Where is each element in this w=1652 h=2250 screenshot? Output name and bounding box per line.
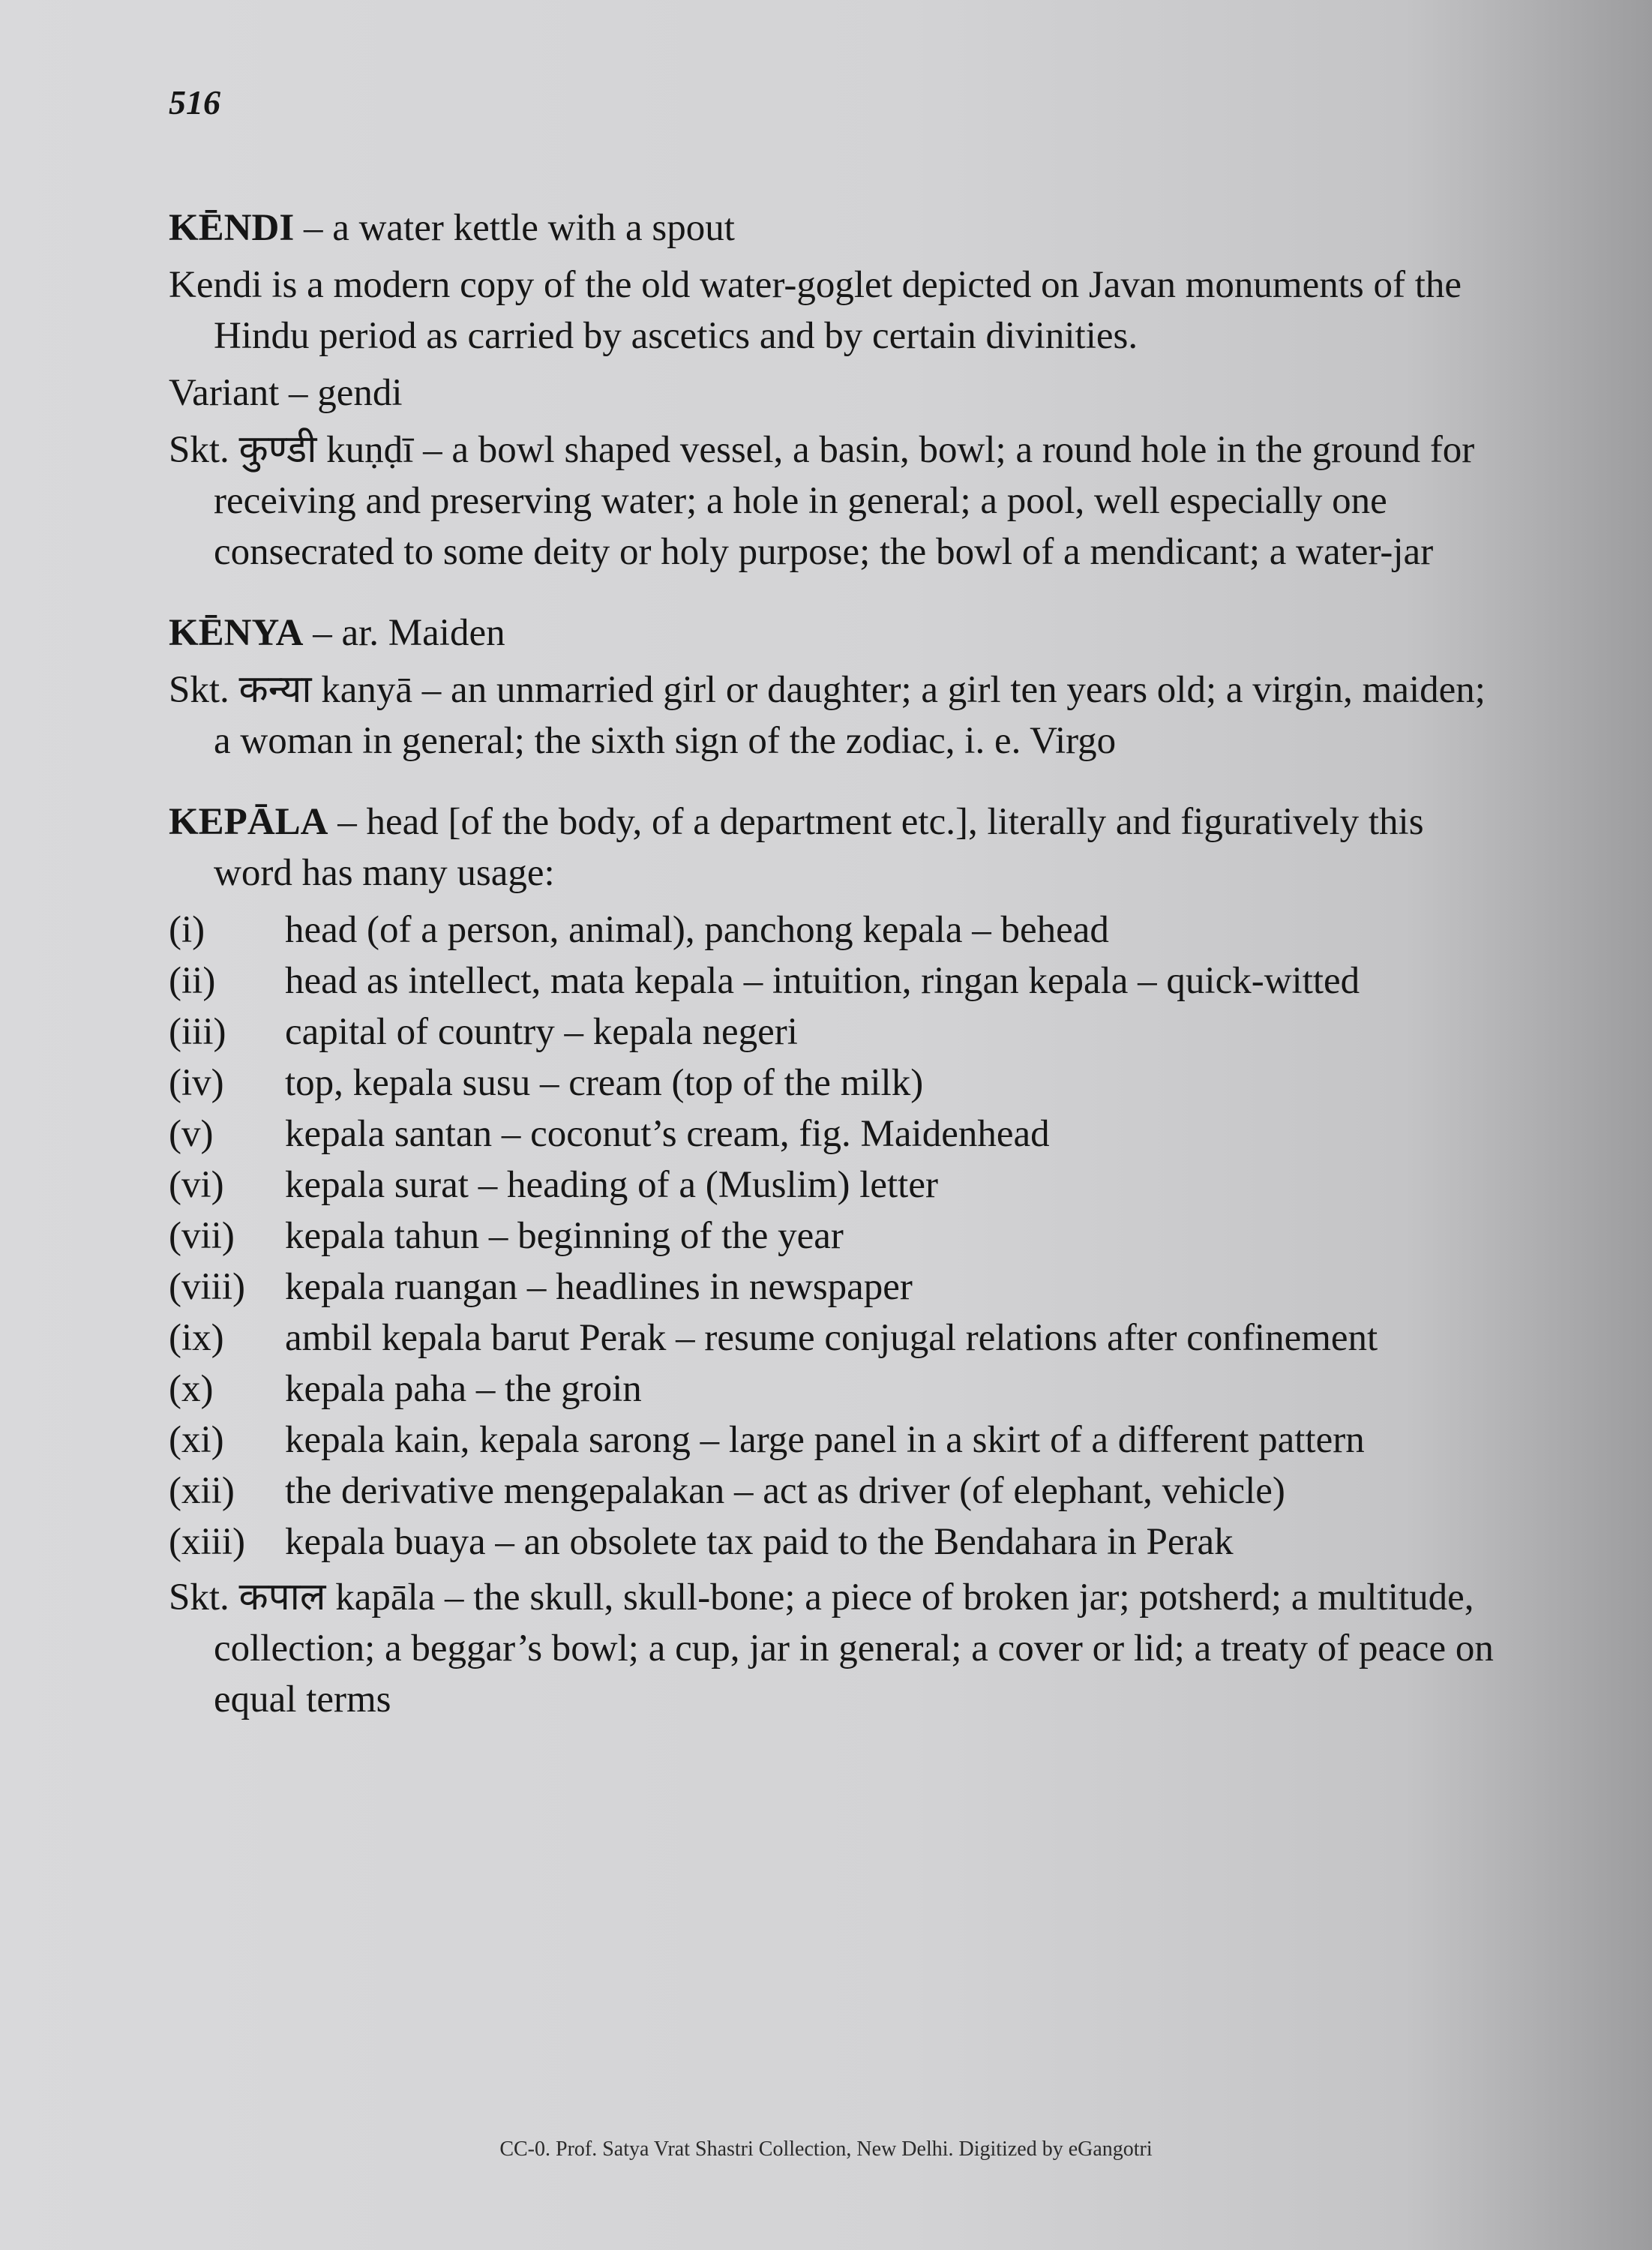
entry-kenya (169, 608, 1511, 766)
sanskrit-etymology: Skt. कपाल kapāla – the skull, skull-bone; a piece of broken jar; potsherd; a multitude, collection; a beggar’s bowl; a cup, jar in general; a cover or lid; a treaty of peace on equal terms (169, 1576, 1494, 1720)
usage-text: kepala buaya – an obsolete tax paid to the Bendahara in Perak (285, 1521, 1234, 1563)
page-number: 516 (169, 83, 220, 122)
entry-heading (169, 796, 1511, 898)
usage-text: capital of country – kepala negeri (285, 1011, 798, 1053)
entry-kepala (169, 796, 1511, 1725)
usage-item (169, 1108, 1511, 1160)
usage-number: (xii) (169, 1470, 235, 1512)
usage-list (169, 904, 1511, 1568)
headword: KEPĀLA (169, 801, 328, 843)
headword: KĒNYA (169, 612, 304, 654)
usage-number: (i) (169, 909, 205, 951)
usage-item (169, 904, 1511, 956)
usage-item (169, 1160, 1511, 1210)
usage-item (169, 1516, 1511, 1568)
usage-text: head (of a person, animal), panchong kepala – behead (285, 909, 1109, 951)
usage-text: kepala kain, kepala sarong – large panel in a skirt of a different pattern (285, 1419, 1365, 1461)
entry-heading (169, 608, 1511, 658)
headword-gloss: – ar. Maiden (303, 612, 505, 654)
sanskrit-etymology: Skt. कुण्डी kuṇḍī – a bowl shaped vessel, a basin, bowl; a round hole in the ground for receiving and preserving water; a hole in general; a pool, well especially one consecrated to some deity or holy purpose; the bowl of a mendicant; a water-jar (169, 429, 1475, 573)
usage-number: (vii) (169, 1215, 235, 1257)
headword: KĒNDI (169, 207, 295, 249)
entry-heading (169, 202, 1511, 254)
entry-variant: Variant – gendi (169, 372, 403, 414)
usage-item (169, 1466, 1511, 1516)
usage-number: (x) (169, 1368, 214, 1410)
usage-item (169, 1262, 1511, 1312)
dictionary-content (169, 202, 1511, 1755)
usage-text: top, kepala susu – cream (top of the milk) (285, 1062, 924, 1104)
usage-number: (xiii) (169, 1521, 245, 1563)
usage-text: kepala paha – the groin (285, 1368, 642, 1410)
digitization-credit: CC-0. Prof. Satya Vrat Shastri Collection, New Delhi. Digitized by eGangotri (499, 2138, 1153, 2161)
usage-number: (v) (169, 1113, 214, 1155)
headword-gloss: – head [of the body, of a department etc.], literally and figuratively this word has many usage: (214, 801, 1424, 894)
usage-text: kepala tahun – beginning of the year (285, 1215, 844, 1257)
usage-number: (vi) (169, 1164, 224, 1206)
usage-text: the derivative mengepalakan – act as driver (of elephant, vehicle) (285, 1470, 1285, 1512)
entry-paragraph: Kendi is a modern copy of the old water-goglet depicted on Javan monuments of the Hindu period as carried by ascetics and by certain divinities. (169, 264, 1462, 357)
usage-text: head as intellect, mata kepala – intuition, ringan kepala – quick-witted (285, 960, 1360, 1002)
usage-item (169, 1210, 1511, 1262)
usage-number: (iv) (169, 1062, 224, 1104)
usage-text: kepala ruangan – headlines in newspaper (285, 1266, 913, 1308)
entry-kendi (169, 202, 1511, 578)
usage-item (169, 956, 1511, 1006)
usage-text: ambil kepala barut Perak – resume conjugal relations after confinement (285, 1317, 1378, 1359)
usage-number: (ix) (169, 1317, 224, 1359)
usage-item (169, 1364, 1511, 1414)
usage-number: (ii) (169, 960, 216, 1002)
usage-item (169, 1058, 1511, 1108)
headword-gloss: – a water kettle with a spout (294, 207, 735, 249)
usage-number: (xi) (169, 1419, 224, 1461)
usage-number: (iii) (169, 1011, 226, 1053)
usage-item (169, 1414, 1511, 1466)
usage-item (169, 1312, 1511, 1364)
usage-item (169, 1006, 1511, 1058)
usage-number: (viii) (169, 1266, 245, 1308)
usage-text: kepala santan – coconut’s cream, fig. Maidenhead (285, 1113, 1050, 1155)
sanskrit-etymology: Skt. कन्या kanyā – an unmarried girl or daughter; a girl ten years old; a virgin, maiden; a woman in general; the sixth sign of the zodiac, i. e. Virgo (169, 669, 1486, 762)
usage-text: kepala surat – heading of a (Muslim) letter (285, 1164, 938, 1206)
